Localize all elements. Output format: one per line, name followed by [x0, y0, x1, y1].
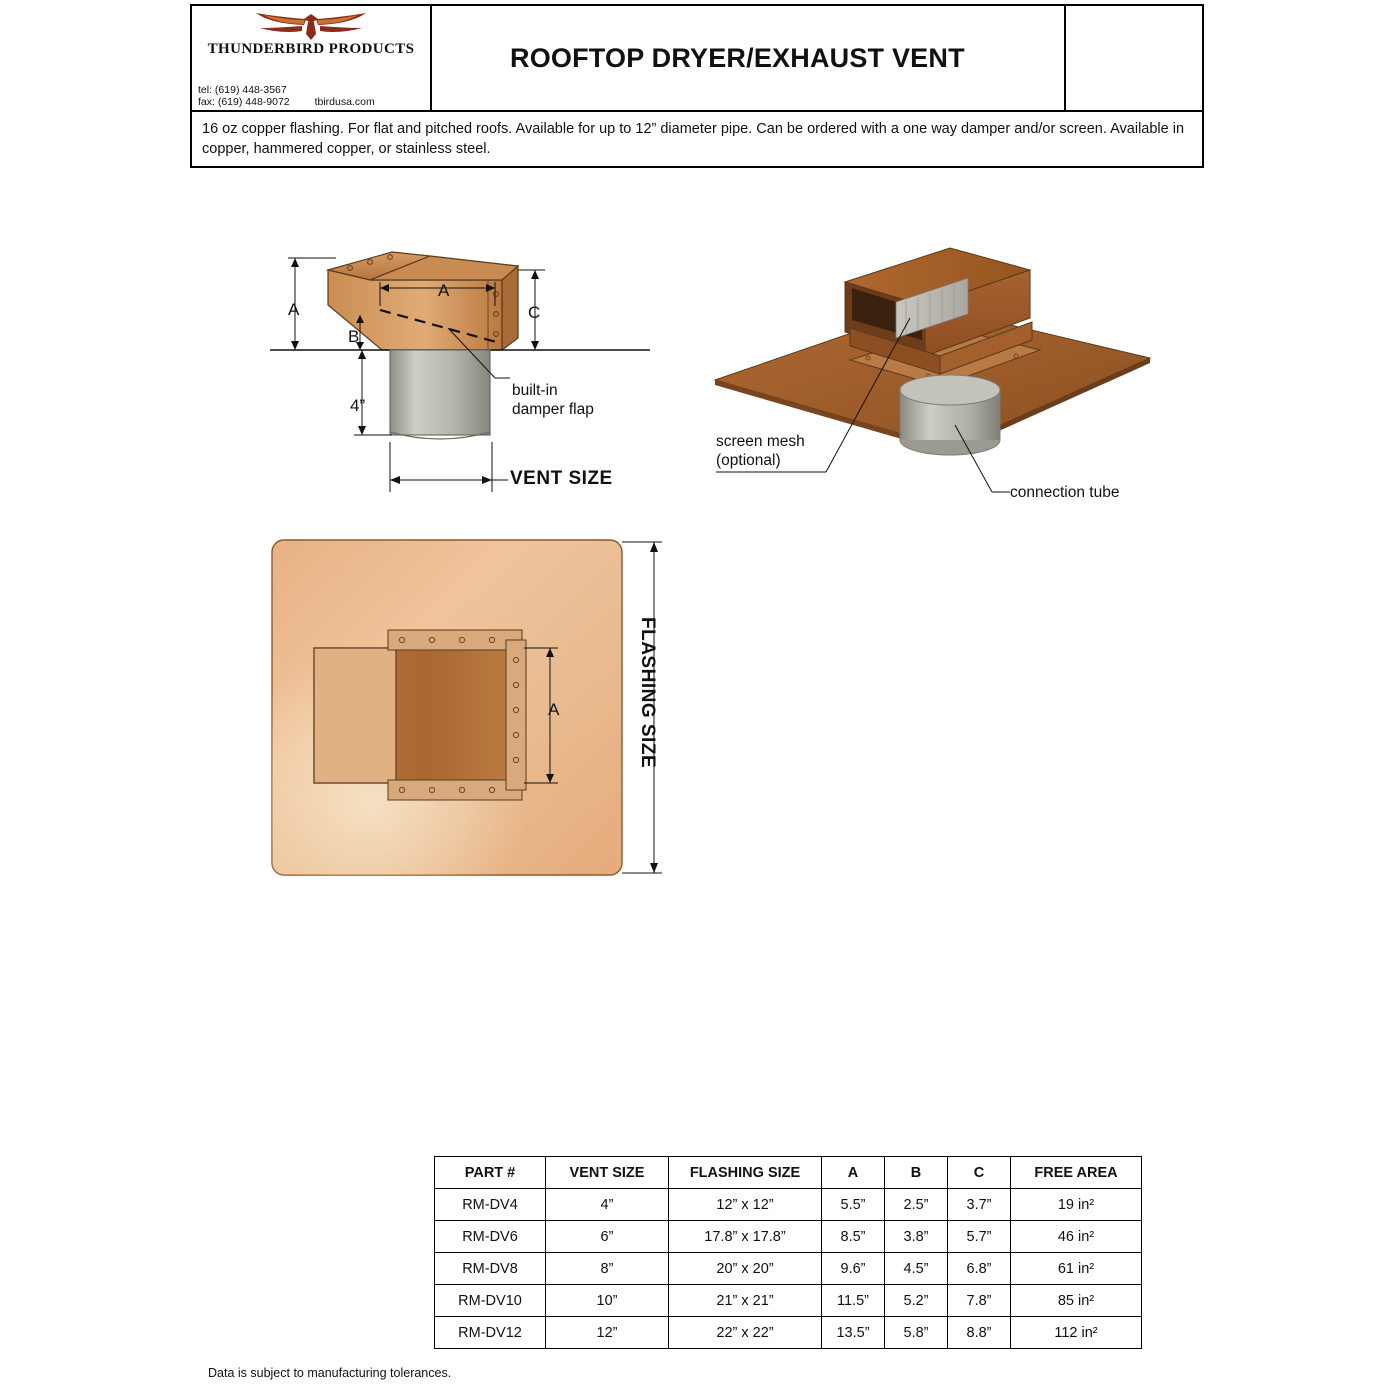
- header-c: C: [948, 1157, 1011, 1189]
- cell-vent: 12”: [546, 1317, 669, 1349]
- plan-dim-a: A: [548, 700, 560, 719]
- table-row: [435, 1317, 1142, 1349]
- drawing-title: ROOFTOP DRYER/EXHAUST VENT: [510, 42, 965, 73]
- cell-flashing: 17.8” x 17.8”: [669, 1221, 822, 1253]
- phone-number: tel: (619) 448-3567: [198, 84, 287, 96]
- table-row: [435, 1253, 1142, 1285]
- dim-a-left: A: [288, 300, 300, 319]
- cell-flashing: 12” x 12”: [669, 1189, 822, 1221]
- cell-a: 9.6”: [822, 1253, 885, 1285]
- dim-4-inch: 4”: [350, 396, 366, 415]
- flashing-size-label: FLASHING SIZE: [637, 617, 658, 769]
- drawing-title-cell: [432, 6, 1066, 110]
- header-a: A: [822, 1157, 885, 1189]
- cell-b: 3.8”: [885, 1221, 948, 1253]
- cell-part: RM-DV10: [435, 1285, 546, 1317]
- cell-b: 2.5”: [885, 1189, 948, 1221]
- thunderbird-logo-icon: [236, 10, 386, 40]
- cell-free: 112 in²: [1011, 1317, 1142, 1349]
- cell-a: 11.5”: [822, 1285, 885, 1317]
- cell-c: 6.8”: [948, 1253, 1011, 1285]
- damper-flap-label-line1: built-in: [512, 382, 558, 399]
- cell-vent: 4”: [546, 1189, 669, 1221]
- website-url: tbirdusa.com: [314, 96, 375, 108]
- header-part: PART #: [435, 1157, 546, 1189]
- section-view-drawing: [250, 210, 710, 540]
- title-block: [190, 4, 1204, 112]
- damper-flap-label-line2: damper flap: [512, 401, 594, 418]
- plan-view-drawing: [262, 530, 692, 890]
- table-row: [435, 1189, 1142, 1221]
- header-free-area: FREE AREA: [1011, 1157, 1142, 1189]
- cell-part: RM-DV12: [435, 1317, 546, 1349]
- cell-c: 3.7”: [948, 1189, 1011, 1221]
- header-b: B: [885, 1157, 948, 1189]
- connection-tube-label: connection tube: [1010, 484, 1120, 501]
- cell-flashing: 21” x 21”: [669, 1285, 822, 1317]
- cell-a: 13.5”: [822, 1317, 885, 1349]
- cell-free: 61 in²: [1011, 1253, 1142, 1285]
- cell-vent: 6”: [546, 1221, 669, 1253]
- specification-table: [434, 1156, 1142, 1349]
- header-flashing-size: FLASHING SIZE: [669, 1157, 822, 1189]
- cell-a: 8.5”: [822, 1221, 885, 1253]
- description-block: [190, 112, 1204, 168]
- screen-mesh-label-line1: screen mesh: [716, 433, 805, 450]
- isometric-view-drawing: [700, 210, 1220, 530]
- cell-c: 8.8”: [948, 1317, 1011, 1349]
- cell-b: 5.2”: [885, 1285, 948, 1317]
- cell-c: 5.7”: [948, 1221, 1011, 1253]
- cell-free: 19 in²: [1011, 1189, 1142, 1221]
- header-vent-size: VENT SIZE: [546, 1157, 669, 1189]
- cell-c: 7.8”: [948, 1285, 1011, 1317]
- cell-part: RM-DV6: [435, 1221, 546, 1253]
- cell-a: 5.5”: [822, 1189, 885, 1221]
- cell-free: 46 in²: [1011, 1221, 1142, 1253]
- description-text: 16 oz copper flashing. For flat and pitched roofs. Available for up to 12” diameter pipe. Can be ordered with a one way damper and/or screen. Available in copper, hammered copper, or stainless steel.: [202, 121, 1185, 157]
- logo-cell: [192, 6, 432, 110]
- dim-c: C: [528, 303, 541, 322]
- cell-free: 85 in²: [1011, 1285, 1142, 1317]
- cell-b: 4.5”: [885, 1253, 948, 1285]
- fax-number: fax: (619) 448-9072: [198, 96, 290, 108]
- cell-flashing: 20” x 20”: [669, 1253, 822, 1285]
- cell-part: RM-DV8: [435, 1253, 546, 1285]
- dim-b: B: [348, 327, 360, 346]
- cell-flashing: 22” x 22”: [669, 1317, 822, 1349]
- contact-info: [198, 84, 375, 108]
- brand-name: THUNDERBIRD PRODUCTS: [207, 41, 415, 57]
- tolerance-footnote: Data is subject to manufacturing tolerances.: [208, 1366, 452, 1380]
- table-header-row: [435, 1157, 1142, 1189]
- cell-vent: 8”: [546, 1253, 669, 1285]
- table-row: [435, 1285, 1142, 1317]
- table-row: [435, 1221, 1142, 1253]
- cell-part: RM-DV4: [435, 1189, 546, 1221]
- cell-b: 5.8”: [885, 1317, 948, 1349]
- vent-size-label: VENT SIZE: [510, 468, 613, 489]
- title-block-empty-cell: [1066, 6, 1202, 110]
- dim-a-top: A: [438, 281, 450, 300]
- screen-mesh-label-line2: (optional): [716, 452, 781, 469]
- cell-vent: 10”: [546, 1285, 669, 1317]
